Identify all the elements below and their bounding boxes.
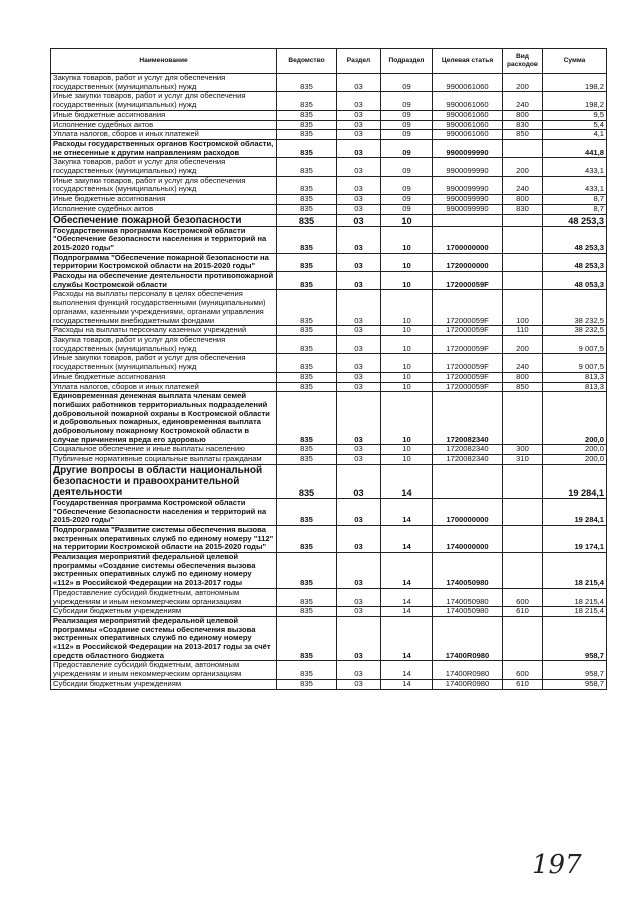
row-expense-type: 600 <box>503 588 543 606</box>
row-sum: 19 284,1 <box>543 498 607 525</box>
row-target-article: 9900061060 <box>433 110 503 120</box>
row-target-article: 1720082340 <box>433 455 503 465</box>
row-podrazdel: 09 <box>381 176 433 194</box>
table-row <box>51 455 607 465</box>
row-razdel: 03 <box>337 120 381 130</box>
row-sum: 5,4 <box>543 120 607 130</box>
row-podrazdel: 09 <box>381 120 433 130</box>
row-vedomstvo: 835 <box>277 661 337 679</box>
row-vedomstvo: 835 <box>277 553 337 589</box>
row-sum: 198,2 <box>543 92 607 110</box>
row-target-article: 172000059F <box>433 335 503 353</box>
row-target-article: 1740000000 <box>433 525 503 552</box>
row-podrazdel: 10 <box>381 382 433 392</box>
row-vedomstvo: 835 <box>277 158 337 176</box>
row-name: Исполнение судебных актов <box>51 120 277 130</box>
row-razdel: 03 <box>337 139 381 157</box>
row-expense-type: 100 <box>503 290 543 326</box>
table-row <box>51 588 607 606</box>
row-vedomstvo: 835 <box>277 204 337 214</box>
table-row <box>51 553 607 589</box>
row-name: Публичные нормативные социальные выплаты гражданам <box>51 455 277 465</box>
row-vedomstvo: 835 <box>277 110 337 120</box>
row-vedomstvo: 835 <box>277 354 337 372</box>
row-razdel: 03 <box>337 195 381 205</box>
row-expense-type: 600 <box>503 661 543 679</box>
row-name: Обеспечение пожарной безопасности <box>51 214 277 226</box>
row-expense-type <box>503 616 543 661</box>
table-row <box>51 498 607 525</box>
row-target-article: 1720000000 <box>433 253 503 271</box>
row-sum: 9 007,5 <box>543 354 607 372</box>
row-podrazdel: 10 <box>381 253 433 271</box>
table-row <box>51 92 607 110</box>
row-razdel: 03 <box>337 498 381 525</box>
row-target-article: 17400R0980 <box>433 661 503 679</box>
header-podrazdel: Подраздел <box>381 49 433 74</box>
row-podrazdel: 10 <box>381 445 433 455</box>
row-target-article: 9900099990 <box>433 139 503 157</box>
row-target-article: 1740050980 <box>433 588 503 606</box>
row-sum: 200,0 <box>543 445 607 455</box>
row-podrazdel: 10 <box>381 272 433 290</box>
table-row <box>51 226 607 253</box>
row-razdel: 03 <box>337 588 381 606</box>
row-target-article: 9900099990 <box>433 204 503 214</box>
table-row <box>51 616 607 661</box>
row-target-article <box>433 214 503 226</box>
table-row <box>51 464 607 498</box>
row-target-article: 9900099990 <box>433 176 503 194</box>
row-podrazdel: 14 <box>381 616 433 661</box>
row-razdel: 03 <box>337 464 381 498</box>
row-name: Иные бюджетные ассигнования <box>51 372 277 382</box>
row-sum: 433,1 <box>543 158 607 176</box>
row-target-article: 9900061060 <box>433 120 503 130</box>
row-name: Государственная программа Костромской области "Обеспечение безопасности населения и территорий на 2015-2020 годы" <box>51 498 277 525</box>
row-sum: 19 284,1 <box>543 464 607 498</box>
row-expense-type: 200 <box>503 335 543 353</box>
row-podrazdel: 09 <box>381 130 433 140</box>
row-name: Единовременная денежная выплата членам семей погибших работников территориальных подразделений добровольной пожарной охраны в Костромской области и добровольных пожарных, единовременная выплата добровольному пожарному Костромской области в случае причинения вреда его здоровью <box>51 392 277 445</box>
row-target-article: 9900099990 <box>433 158 503 176</box>
row-razdel: 03 <box>337 372 381 382</box>
row-sum: 48 253,3 <box>543 214 607 226</box>
row-target-article: 17400R0980 <box>433 616 503 661</box>
row-expense-type: 610 <box>503 679 543 689</box>
row-name: Иные закупки товаров, работ и услуг для обеспечения государственных (муниципальных) нужд <box>51 176 277 194</box>
row-vedomstvo: 835 <box>277 226 337 253</box>
row-sum: 18 215,4 <box>543 553 607 589</box>
row-razdel: 03 <box>337 158 381 176</box>
row-name: Расходы на выплаты персоналу в целях обеспечения выполнения функций государственными (муниципальными) органами, казенными учреждениями, органами управления государственными внебюджетными фондами <box>51 290 277 326</box>
row-razdel: 03 <box>337 226 381 253</box>
row-vedomstvo: 835 <box>277 139 337 157</box>
row-razdel: 03 <box>337 326 381 336</box>
row-sum: 8,7 <box>543 204 607 214</box>
row-podrazdel: 09 <box>381 110 433 120</box>
row-expense-type: 110 <box>503 326 543 336</box>
row-name: Расходы государственных органов Костромской области, не отнесенные к другим направлениям расходов <box>51 139 277 157</box>
row-target-article <box>433 464 503 498</box>
row-podrazdel: 10 <box>381 372 433 382</box>
row-vedomstvo: 835 <box>277 335 337 353</box>
table-row <box>51 679 607 689</box>
row-vedomstvo: 835 <box>277 130 337 140</box>
row-target-article: 172000059F <box>433 272 503 290</box>
row-podrazdel: 09 <box>381 204 433 214</box>
row-sum: 200,0 <box>543 455 607 465</box>
row-expense-type <box>503 214 543 226</box>
row-sum: 433,1 <box>543 176 607 194</box>
row-target-article: 172000059F <box>433 372 503 382</box>
row-vedomstvo: 835 <box>277 92 337 110</box>
row-target-article: 1700000000 <box>433 498 503 525</box>
row-vedomstvo: 835 <box>277 195 337 205</box>
table-row <box>51 392 607 445</box>
row-sum: 9 007,5 <box>543 335 607 353</box>
row-expense-type: 200 <box>503 158 543 176</box>
row-podrazdel: 14 <box>381 661 433 679</box>
row-razdel: 03 <box>337 679 381 689</box>
row-expense-type: 800 <box>503 195 543 205</box>
row-target-article: 172000059F <box>433 326 503 336</box>
table-row <box>51 290 607 326</box>
row-vedomstvo: 835 <box>277 607 337 617</box>
row-expense-type <box>503 525 543 552</box>
header-expense-type: Вид расходов <box>503 49 543 74</box>
header-name: Наименование <box>51 49 277 74</box>
header-vedomstvo: Ведомство <box>277 49 337 74</box>
row-vedomstvo: 835 <box>277 74 337 92</box>
row-razdel: 03 <box>337 110 381 120</box>
row-target-article: 1720082340 <box>433 445 503 455</box>
row-razdel: 03 <box>337 130 381 140</box>
row-expense-type: 200 <box>503 74 543 92</box>
row-razdel: 03 <box>337 253 381 271</box>
row-sum: 958,7 <box>543 679 607 689</box>
row-vedomstvo: 835 <box>277 445 337 455</box>
row-podrazdel: 09 <box>381 74 433 92</box>
row-expense-type: 240 <box>503 176 543 194</box>
row-vedomstvo: 835 <box>277 588 337 606</box>
row-vedomstvo: 835 <box>277 214 337 226</box>
table-row <box>51 335 607 353</box>
row-name: Уплата налогов, сборов и иных платежей <box>51 130 277 140</box>
row-sum: 38 232,5 <box>543 326 607 336</box>
row-sum: 18 215,4 <box>543 607 607 617</box>
row-target-article: 9900061060 <box>433 130 503 140</box>
row-name: Предоставление субсидий бюджетным, автономным учреждениям и иным некоммерческим организациям <box>51 661 277 679</box>
table-row <box>51 130 607 140</box>
row-podrazdel: 10 <box>381 354 433 372</box>
row-razdel: 03 <box>337 272 381 290</box>
row-podrazdel: 10 <box>381 214 433 226</box>
row-podrazdel: 14 <box>381 525 433 552</box>
row-vedomstvo: 835 <box>277 120 337 130</box>
row-expense-type: 830 <box>503 204 543 214</box>
table-row <box>51 372 607 382</box>
row-target-article: 172000059F <box>433 354 503 372</box>
row-vedomstvo: 835 <box>277 372 337 382</box>
row-podrazdel: 14 <box>381 464 433 498</box>
row-target-article: 172000059F <box>433 382 503 392</box>
row-razdel: 03 <box>337 74 381 92</box>
row-vedomstvo: 835 <box>277 253 337 271</box>
header-target-article: Целевая статья <box>433 49 503 74</box>
row-expense-type <box>503 392 543 445</box>
row-name: Субсидии бюджетным учреждениям <box>51 607 277 617</box>
row-name: Уплата налогов, сборов и иных платежей <box>51 382 277 392</box>
row-razdel: 03 <box>337 616 381 661</box>
handwritten-page-number <box>528 845 592 881</box>
row-vedomstvo: 835 <box>277 392 337 445</box>
row-razdel: 03 <box>337 92 381 110</box>
row-podrazdel: 10 <box>381 335 433 353</box>
row-name: Иные бюджетные ассигнования <box>51 195 277 205</box>
row-vedomstvo: 835 <box>277 290 337 326</box>
row-vedomstvo: 835 <box>277 525 337 552</box>
table-row <box>51 272 607 290</box>
row-name: Реализация мероприятий федеральной целевой программы «Создание системы обеспечения вызова экстренных оперативных служб по единому номеру «112» в Российской Федерации на 2013-2017 годы <box>51 553 277 589</box>
row-sum: 958,7 <box>543 616 607 661</box>
row-sum: 198,2 <box>543 74 607 92</box>
row-podrazdel: 14 <box>381 498 433 525</box>
row-sum: 38 232,5 <box>543 290 607 326</box>
row-name: Закупка товаров, работ и услуг для обеспечения государственных (муниципальных) нужд <box>51 158 277 176</box>
row-razdel: 03 <box>337 607 381 617</box>
table-row <box>51 195 607 205</box>
row-expense-type: 800 <box>503 110 543 120</box>
row-name: Исполнение судебных актов <box>51 204 277 214</box>
row-expense-type: 240 <box>503 354 543 372</box>
table-row <box>51 253 607 271</box>
row-sum: 9,5 <box>543 110 607 120</box>
row-name: Иные закупки товаров, работ и услуг для обеспечения государственных (муниципальных) нужд <box>51 354 277 372</box>
row-podrazdel: 09 <box>381 158 433 176</box>
row-name: Иные закупки товаров, работ и услуг для обеспечения государственных (муниципальных) нужд <box>51 92 277 110</box>
row-target-article: 17400R0980 <box>433 679 503 689</box>
row-sum: 48 053,3 <box>543 272 607 290</box>
row-podrazdel: 14 <box>381 607 433 617</box>
table-row <box>51 204 607 214</box>
header-razdel: Раздел <box>337 49 381 74</box>
row-name: Подпрограмма "Обеспечение пожарной безопасности на территории Костромской области на 2015-2020 годы" <box>51 253 277 271</box>
row-expense-type: 800 <box>503 372 543 382</box>
row-podrazdel: 10 <box>381 392 433 445</box>
row-target-article: 9900061060 <box>433 74 503 92</box>
row-expense-type <box>503 553 543 589</box>
row-vedomstvo: 835 <box>277 616 337 661</box>
table-row <box>51 354 607 372</box>
row-razdel: 03 <box>337 455 381 465</box>
row-sum: 8,7 <box>543 195 607 205</box>
row-razdel: 03 <box>337 392 381 445</box>
row-expense-type <box>503 498 543 525</box>
row-name: Расходы на обеспечение деятельности противопожарной службы Костромской области <box>51 272 277 290</box>
table-row <box>51 74 607 92</box>
row-vedomstvo: 835 <box>277 498 337 525</box>
row-expense-type <box>503 464 543 498</box>
row-razdel: 03 <box>337 214 381 226</box>
row-sum: 48 253,3 <box>543 226 607 253</box>
table-row <box>51 661 607 679</box>
row-podrazdel: 09 <box>381 195 433 205</box>
row-podrazdel: 09 <box>381 92 433 110</box>
row-expense-type: 300 <box>503 445 543 455</box>
row-razdel: 03 <box>337 354 381 372</box>
row-name: Закупка товаров, работ и услуг для обеспечения государственных (муниципальных) нужд <box>51 74 277 92</box>
row-podrazdel: 14 <box>381 553 433 589</box>
table-row <box>51 158 607 176</box>
row-podrazdel: 10 <box>381 455 433 465</box>
row-expense-type <box>503 253 543 271</box>
row-vedomstvo: 835 <box>277 455 337 465</box>
row-vedomstvo: 835 <box>277 464 337 498</box>
row-razdel: 03 <box>337 176 381 194</box>
row-sum: 18 215,4 <box>543 588 607 606</box>
row-podrazdel: 14 <box>381 679 433 689</box>
row-vedomstvo: 835 <box>277 679 337 689</box>
row-sum: 4,1 <box>543 130 607 140</box>
row-vedomstvo: 835 <box>277 382 337 392</box>
header-sum: Сумма <box>543 49 607 74</box>
row-vedomstvo: 835 <box>277 272 337 290</box>
row-name: Реализация мероприятий федеральной целевой программы «Создание системы обеспечения вызова экстренных оперативных служб по единому номеру «112» в Российской Федерации на 2013-2017 годы за счёт средств областного бюджета <box>51 616 277 661</box>
row-name: Расходы на выплаты персоналу казенных учреждений <box>51 326 277 336</box>
row-expense-type <box>503 226 543 253</box>
table-header-row <box>51 49 607 74</box>
row-sum: 958,7 <box>543 661 607 679</box>
table-row <box>51 607 607 617</box>
row-expense-type: 240 <box>503 92 543 110</box>
row-podrazdel: 14 <box>381 588 433 606</box>
row-name: Социальное обеспечение и иные выплаты населению <box>51 445 277 455</box>
page-number: 197 <box>532 850 582 880</box>
row-name: Субсидии бюджетным учреждениям <box>51 679 277 689</box>
row-name: Подпрограмма "Развитие системы обеспечения вызова экстренных оперативных служб по единому номеру "112" на территории Костромской области на 2015-2020 годы" <box>51 525 277 552</box>
row-target-article: 172000059F <box>433 290 503 326</box>
row-name: Другие вопросы в области национальной безопасности и правоохранительной деятельности <box>51 464 277 498</box>
row-sum: 813,3 <box>543 372 607 382</box>
row-target-article: 1720082340 <box>433 392 503 445</box>
table-row <box>51 214 607 226</box>
row-razdel: 03 <box>337 335 381 353</box>
row-podrazdel: 10 <box>381 290 433 326</box>
row-sum: 48 253,3 <box>543 253 607 271</box>
row-name: Предоставление субсидий бюджетным, автономным учреждениям и иным некоммерческим организациям <box>51 588 277 606</box>
row-target-article: 9900099990 <box>433 195 503 205</box>
row-expense-type <box>503 272 543 290</box>
row-razdel: 03 <box>337 445 381 455</box>
table-row <box>51 525 607 552</box>
row-sum: 813,3 <box>543 382 607 392</box>
row-razdel: 03 <box>337 661 381 679</box>
budget-table <box>50 48 607 690</box>
row-expense-type: 610 <box>503 607 543 617</box>
row-razdel: 03 <box>337 204 381 214</box>
row-vedomstvo: 835 <box>277 176 337 194</box>
table-row <box>51 176 607 194</box>
row-podrazdel: 10 <box>381 326 433 336</box>
row-expense-type: 830 <box>503 120 543 130</box>
row-razdel: 03 <box>337 525 381 552</box>
row-expense-type: 850 <box>503 130 543 140</box>
row-podrazdel: 10 <box>381 226 433 253</box>
row-expense-type <box>503 139 543 157</box>
row-target-article: 1740050980 <box>433 607 503 617</box>
row-expense-type: 850 <box>503 382 543 392</box>
table-row <box>51 139 607 157</box>
row-sum: 19 174,1 <box>543 525 607 552</box>
table-row <box>51 110 607 120</box>
row-name: Иные бюджетные ассигнования <box>51 110 277 120</box>
row-name: Закупка товаров, работ и услуг для обеспечения государственных (муниципальных) нужд <box>51 335 277 353</box>
row-razdel: 03 <box>337 553 381 589</box>
row-sum: 200,0 <box>543 392 607 445</box>
row-target-article: 1740050980 <box>433 553 503 589</box>
row-razdel: 03 <box>337 290 381 326</box>
row-vedomstvo: 835 <box>277 326 337 336</box>
row-expense-type: 310 <box>503 455 543 465</box>
row-target-article: 9900061060 <box>433 92 503 110</box>
row-razdel: 03 <box>337 382 381 392</box>
row-target-article: 1700000000 <box>433 226 503 253</box>
row-name: Государственная программа Костромской области "Обеспечение безопасности населения и территорий на 2015-2020 годы" <box>51 226 277 253</box>
row-sum: 441,8 <box>543 139 607 157</box>
row-podrazdel: 09 <box>381 139 433 157</box>
